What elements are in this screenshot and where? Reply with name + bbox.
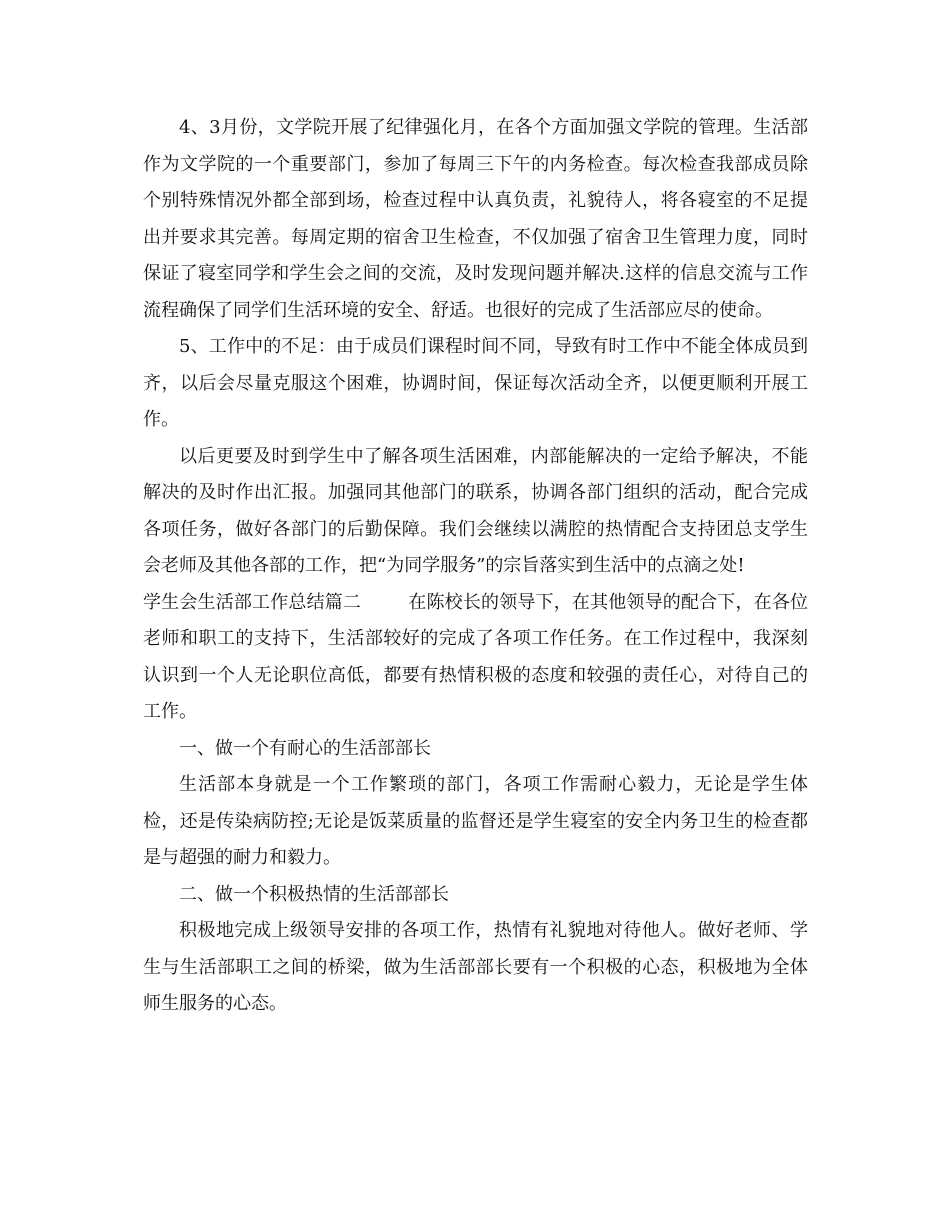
- section-two-title: 学生会生活部工作总结篇二: [143, 591, 362, 613]
- paragraph-patience: 生活部本身就是一个工作繁琐的部门，各项工作需耐心毅力，无论是学生体检，还是传染病防控;无论是饭菜质量的监督还是学生寝室的安全内务卫生的检查都是与超强的耐力和毅力。: [143, 774, 808, 868]
- paragraph-future-plans: 以后更要及时到学生中了解各项生活困难，内部能解决的一定给予解决，不能解决的及时作出汇报。加强同其他部门的联系，协调各部门组织的活动，配合完成各项任务，做好各部门的后勤保障。我们会继续以满腔的热情配合支持团总支学生会老师及其他各部的工作，把“为同学服务”的宗旨落实到生活中的点滴之处!: [143, 445, 808, 576]
- document-page: [143, 110, 808, 1023]
- paragraph-item-5-shortcomings: 5、工作中的不足：由于成员们课程时间不同，导致有时工作中不能全体成员到齐，以后会尽量克服这个困难，协调时间，保证每次活动全齐，以便更顺利开展工作。: [143, 336, 808, 430]
- title-spacer: [361, 592, 408, 613]
- paragraph-item-4: 4、3月份，文学院开展了纪律强化月，在各个方面加强文学院的管理。生活部作为文学院的一个重要部门，参加了每周三下午的内务检查。每次检查我部成员除个别特殊情况外都全部到场，检查过程中认真负责，礼貌待人，将各寝室的不足提出并要求其完善。每周定期的宿舍卫生检查，不仅加强了宿舍卫生管理力度，同时保证了寝室同学和学生会之间的交流，及时发现问题并解决.这样的信息交流与工作流程确保了同学们生活环境的安全、舒适。也很好的完成了生活部应尽的使命。: [143, 117, 808, 321]
- section-two-intro: 在陈校长的领导下，在其他领导的配合下，在各位老师和职工的支持下，生活部较好的完成了各项工作任务。在工作过程中，我深刻认识到一个人无论职位高低，都要有热情积极的态度和较强的责任心，对待自己的工作。: [143, 591, 809, 722]
- heading-enthusiasm: 二、做一个积极热情的生活部部长: [179, 883, 449, 905]
- section-two-paragraph: [143, 585, 808, 731]
- heading-patience: 一、做一个有耐心的生活部部长: [179, 737, 431, 759]
- paragraph-enthusiasm: 积极地完成上级领导安排的各项工作，热情有礼貌地对待他人。做好老师、学生与生活部职工之间的桥梁，做为生活部部长要有一个积极的心态，积极地为全体师生服务的心态。: [143, 920, 808, 1014]
